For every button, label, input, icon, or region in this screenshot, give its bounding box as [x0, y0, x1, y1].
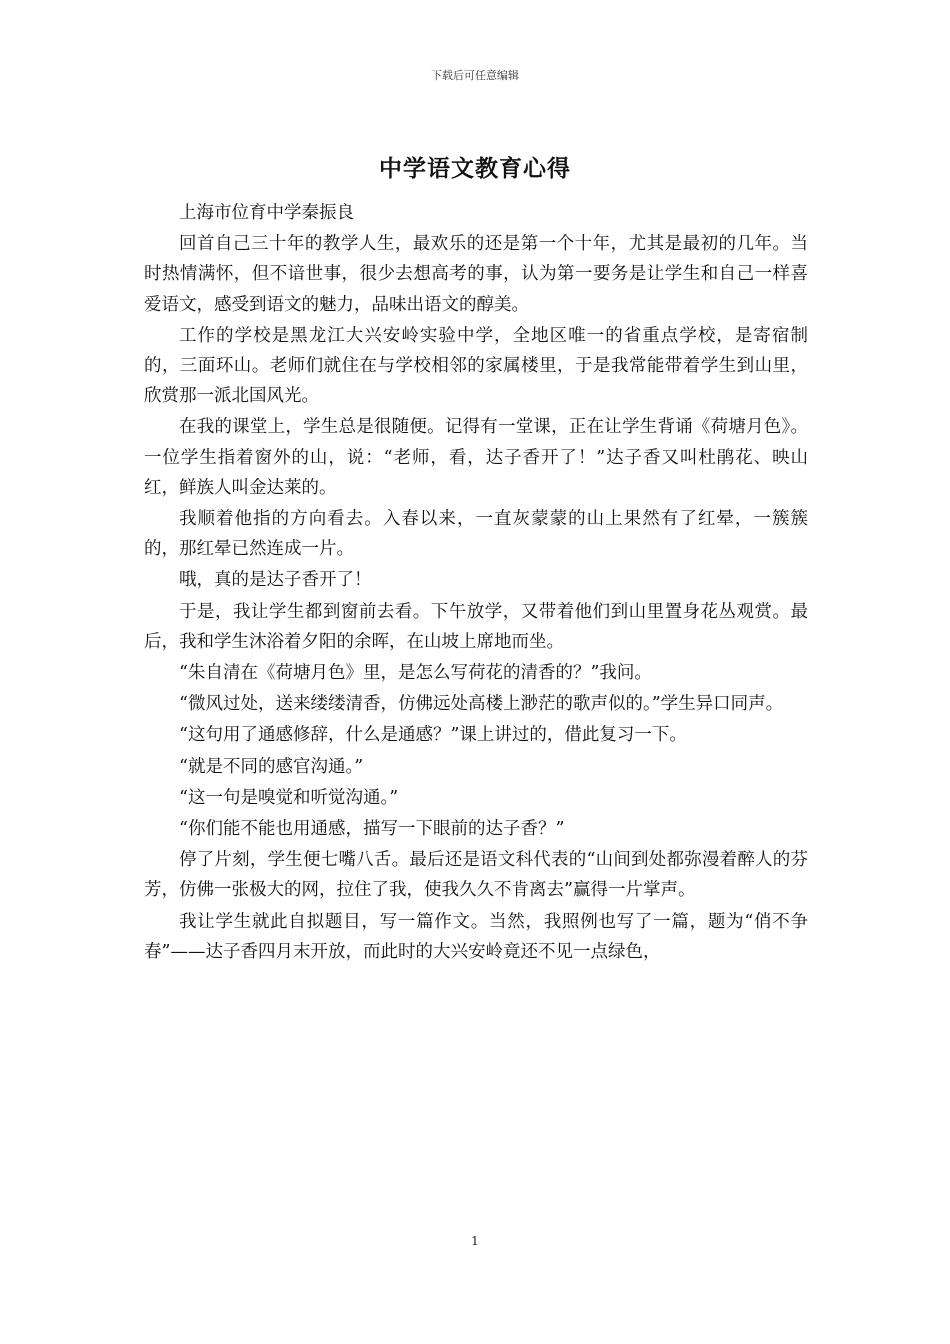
paragraph: 于是，我让学生都到窗前去看。下午放学，又带着他们到山里置身花丛观赏。最后，我和学生沐浴着夕阳的余晖，在山坡上席地而坐。: [144, 601, 808, 652]
paragraph: 哦，真的是达子香开了！: [179, 570, 372, 591]
paragraph: 工作的学校是黑龙江大兴安岭实验中学，全地区唯一的省重点学校，是寄宿制的，三面环山。老师们就住在与学校相邻的家属楼里，于是我常能带着学生到山里，欣赏那一派北国风光。: [144, 325, 808, 407]
paragraph: “微风过处，送来缕缕清香，仿佛远处高楼上渺茫的歌声似的。”学生异口同声。: [179, 694, 784, 715]
paragraph: 停了片刻，学生便七嘴八舌。最后还是语文科代表的“山间到处都弥漫着醉人的芬芳，仿佛一张极大的网，拉住了我，使我久久不肯离去”赢得一片掌声。: [144, 850, 808, 901]
paragraph: “这句用了通感修辞，什么是通感？”课上讲过的，借此复习一下。: [179, 725, 687, 746]
page-number: 1: [471, 1234, 479, 1248]
document-title: 中学语文教育心得: [379, 155, 571, 182]
page-header-note: 下载后可任意编辑: [431, 69, 519, 82]
paragraph: “你们能不能也用通感，描写一下眼前的达子香？”: [179, 819, 565, 840]
paragraph: 我让学生就此自拟题目，写一篇作文。当然，我照例也写了一篇，题为“俏不争春”——达子香四月末开放，而此时的大兴安岭竟还不见一点绿色，: [144, 911, 808, 962]
paragraph: 回首自己三十年的教学人生，最欢乐的还是第一个十年，尤其是最初的几年。当时热情满怀，但不谙世事，很少去想高考的事，认为第一要务是让学生和自己一样喜爱语文，感受到语文的魅力，品味出语文的醇美。: [144, 234, 808, 315]
paragraph: 在我的课堂上，学生总是很随便。记得有一堂课，正在让学生背诵《荷塘月色》。一位学生指着窗外的山，说：“老师，看，达子香开了！”达子香又叫杜鹃花、映山红，鲜族人叫金达莱的。: [144, 417, 808, 498]
paragraph: “朱自清在《荷塘月色》里，是怎么写荷花的清香的？”我问。: [179, 663, 652, 684]
paragraph: “这一句是嗅觉和听觉沟通。”: [179, 787, 399, 808]
paragraph: 我顺着他指的方向看去。入春以来，一直灰蒙蒙的山上果然有了红晕，一簇簇的，那红晕已然连成一片。: [144, 509, 808, 560]
document-body: [144, 198, 808, 968]
author-line: 上海市位育中学秦振良: [179, 203, 354, 223]
paragraph: “就是不同的感官沟通。”: [179, 756, 364, 777]
